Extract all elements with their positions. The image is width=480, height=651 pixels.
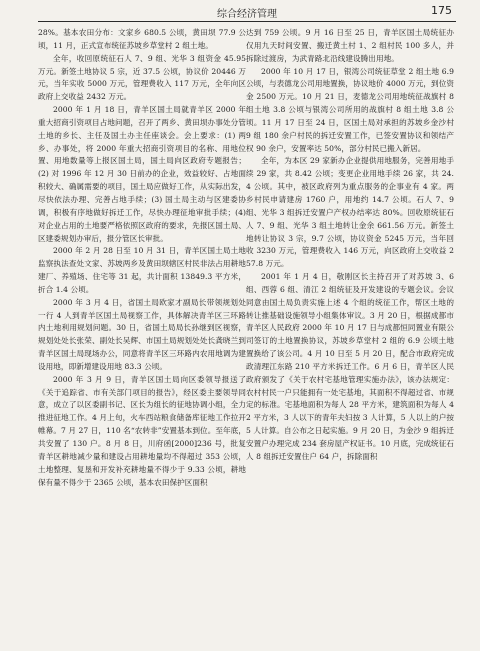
paragraph: 全年，收回原统征石人 7、9 组、光华 3 组资金 45.95 万元。新签土地协议 5 宗，近 37.5 公顷，协议价 20446 万元，当年实收 5000 万元，管理费收入 117 万元，全年向区政府上交收益 2432 万元。	[38, 53, 246, 102]
page-number: 175	[431, 4, 452, 17]
paragraph: 2000 年 10 月 17 日，银湾公司统征草堂 2 组土地 6.9 公顷，与表德龙公司用地置换，协议地价 4000 万元，到位资金 2500 万元。10 月 21 日，麦德龙公司用地统征战旗村 8 组土地 3.8 公顷与银湾公司所用的战旗村 8 组土地 3.8 公顷。11 月 17 日至 24 日，区国土局对承担的苏坡乡金沙村 9 组 180 余户村民的拆迁安置工作，已签安置协议和领结产权 90 余户，安置率达 50%，部分村民已搬入新居。	[246, 66, 454, 153]
running-title: 综合经济管理	[217, 9, 277, 20]
left-column	[38, 27, 246, 645]
right-column	[246, 27, 454, 645]
paragraph: 2000 年 3 月 4 日，省国土局欧家才副局长带领规划处一行 4 人到青羊区国土局视察工作，具体解决青羊区三环路内土地利用规划问题。30 日，省国土局局长孙继到区视察，规划处处长张荣、副处长吴辉、市国土局规划处处长龚晓兰到青羊区国土局现场办公，同意将青羊区三环路内农用地调为建设用地，即新增建设用地 83.3 公顷。	[38, 297, 246, 371]
paragraph: 达到 759 公顷。9 月 16 日至 25 日，青羊区国土局统征办仅用九天时间安置、搬迁黄土村 1、2 组村民 100 多人，并拆除过渡房，为武青路北沿线建设腾出用地。	[246, 28, 454, 63]
page-header	[40, 4, 454, 20]
paragraph: 2001 年 1 月 4 日，敬刚区长主持召开了对苏坡 3、6 组、西蓉 6 组、清江 2 组统征及开发建设的专题会议。会议同意由国土局负责实施上述 4 个组的统征工作，帮区土地的转让推基础设施领导小组集体审议。3 月 20 日，根据成都市青羊区人民政府 2000 年 10 月 17 日与成都恒同置业有限公司签订的土地置换协议，苏坡乡草堂村 2 组的 6.9 公顷土地置换给了该公司。4 月 10 日至 5 月 20 日，配合市政府完成政清理江东路 210 平方米拆迁工作。6 月 6 日，青羊区人民政府颁发了《关于农村宅基地管理实施办法》，该办法规定：农村村民一户只能拥有一处宅基地，其面积不得超过省、市规定的标准。宅基地面积为每人 28 平方米，建筑面积为每人 42 平方米，3 人以下的青年夫妇按 3 人计算，5 人以上的户按 5 人计算。自公布之日起实施。9 月 20 日，为金沙 9 组拆迁安置户办理完成 234 套房屋产权证书。10 月底，完成统征石人 8 组拆迁安置住户 64 户，拆除面积	[246, 272, 454, 461]
paragraph: 2000 年 2 月 28 日至 10 月 31 日，青羊区国土局土地监察执法查处文家、苏坡两乡及黄田坝辖区村民非法占用耕地建厂、养殖场、住宅等 31 起，共计面积 13849.3 平方米，折合 1.4 公顷。	[38, 246, 246, 294]
paragraph: 全年，为本区 29 家新办企业提供用地服务，完善用地手续 29 家，共 8.42 公顷；变更企业用地手续 26 家，共 24.4 公顷。其中，被区政府列为重点服务的企事业有 4 家。两乡村民申请建房 1760 户，用地约 14.7 公顷。石人 7、9 组、光华 3 组拆迁安置户产权办结率达 80%。回收原统征石人 7、9 组、光华 3 组土地转让金余 661.56 万元。新签土地转让协议 3 宗，9.7 公顷，协议资金 5245 万元，当年回收 3230 万元，管理费收入 146 万元，向区政府上交收益 257.8 万元。	[246, 156, 454, 269]
paragraph: 2000 年 1 月 18 日，青羊区国土局就青羊区 2000 年重大招商引资项目占地问题，召开了两乡、黄田坝办事处分管土地的乡长、主任及国土办主任座谈会。会上要求：(1) 两乡、办事处，将 2000 年重大招商引资项目的名称、用地位置、用地数量等上报区国土局，国土局向区政府专题报告；(2) 对 1996 年 12 月 30 日前办的企业，效益较好、占地面积较大、确属需要的项目，国土局应做好工作，从实际出发，尽快依法办理、完善占地手续；(3) 国土局主动与区建委协调，积极有序地做好拆迁工作，尽快办理征地审批手续；(4) 对企业占用的土地要严格依照区政府的要求，先报区国土局、区建委规划办审后，报分管区长审批。	[38, 105, 246, 243]
header-rule	[38, 21, 456, 22]
paragraph: 2000 年 3 月 9 日，青羊区国土局向区委领导报送了《关于追踪省、市有关部门项目的报告》，经区委主要领导同意，成立了以区委副书记、区长为组长的征地协调小组，全力推进征地工作。4 月上旬，火车西站粮食储备库征地工作拉开帷幕。7 月 27 日，110 名“农转非”安置基本到位。至年底，共安置了 130 户。8 月 8 日，川府函[2000]236 号，批复青羊区耕地减少量和建设占用耕地量均不得超过 353 公顷，土地整理、复垦和开发补充耕地量不得少于 9.33 公顷，耕地保有量不得少于 2365 公顷，基本农田保护区面积	[38, 374, 246, 487]
paragraph: 28%。基本农田分布：文家乡 680.5 公顷，黄田坝 77.9 公顷，11 月，正式宣布统征苏坡乡草堂村 2 组土地。	[38, 28, 246, 50]
